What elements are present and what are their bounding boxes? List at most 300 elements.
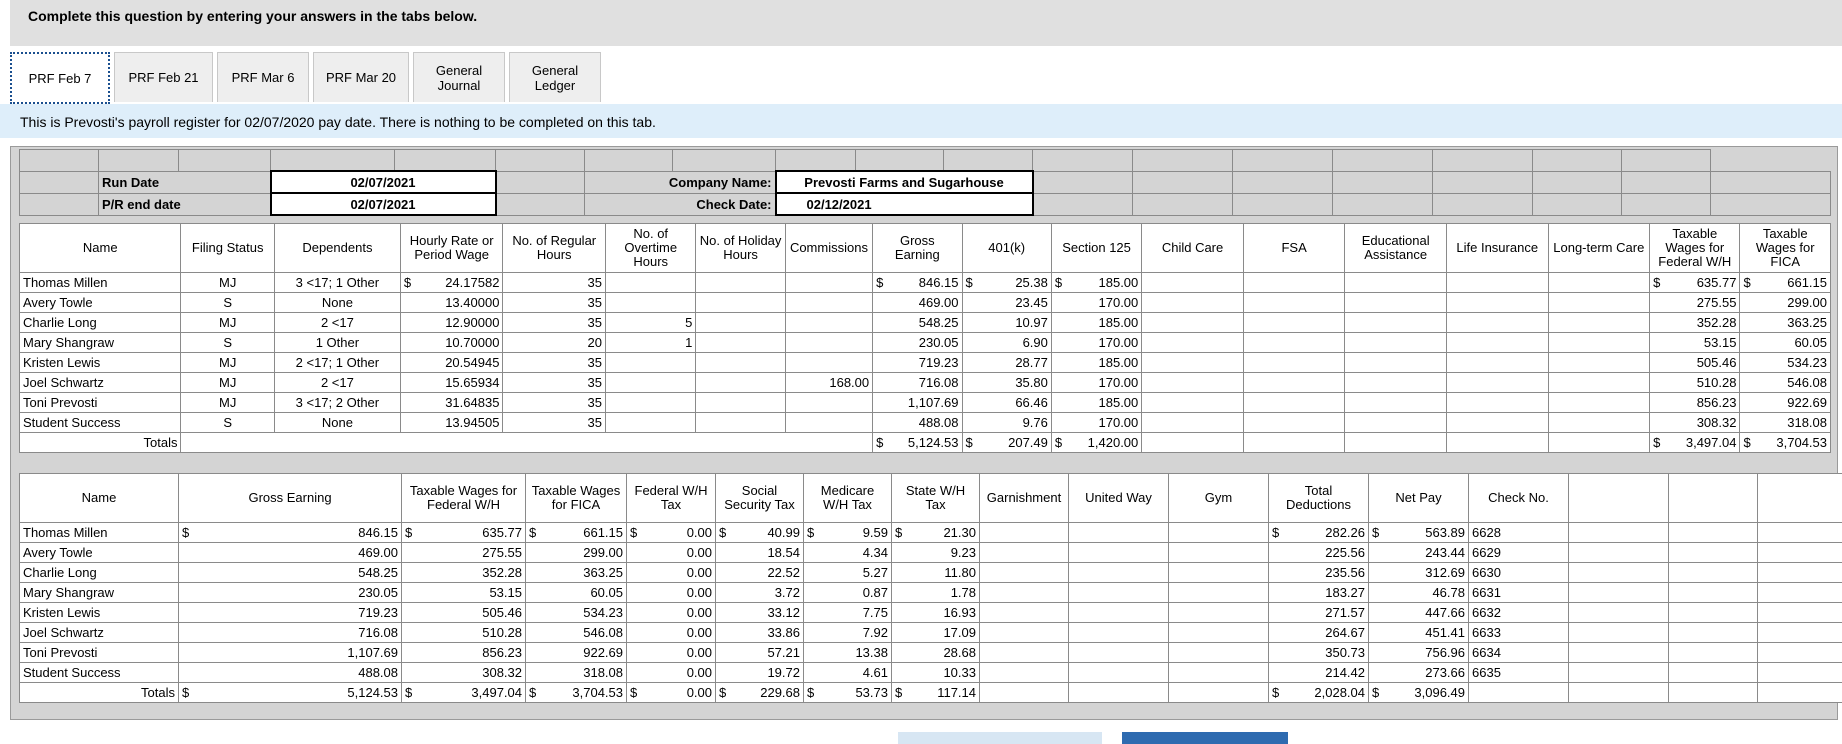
table-cell [1345, 393, 1447, 413]
currency-symbol: $ [1653, 435, 1661, 450]
blank-cell [1669, 543, 1758, 563]
table-cell-value: 856.23 [1696, 395, 1737, 410]
table-cell [1243, 293, 1345, 313]
table-cell [274, 413, 400, 433]
table-cell-value: MJ [219, 275, 237, 290]
payroll-register [10, 146, 1838, 720]
table-cell-value: Mary Shangraw [23, 585, 115, 600]
table-cell [1142, 333, 1244, 353]
table-cell-value: 230.05 [918, 335, 959, 350]
table-cell [1650, 413, 1740, 433]
table-cell-value: 13.40000 [445, 295, 500, 310]
column-header [1446, 224, 1548, 273]
column-header [1069, 474, 1169, 523]
table-cell-value: 35 [587, 395, 603, 410]
column-header-value: Social Security Tax [724, 483, 795, 512]
table-cell-value: 548.25 [918, 315, 959, 330]
currency-symbol: $ [719, 525, 727, 540]
currency-symbol: $ [1372, 525, 1380, 540]
table-cell [892, 643, 980, 663]
table-cell-value: 33.86 [767, 625, 800, 640]
table-cell [980, 623, 1069, 643]
table-cell [402, 523, 526, 543]
table-cell [20, 313, 181, 333]
table-cell [1369, 603, 1469, 623]
table-cell-value: Thomas Millen [23, 525, 108, 540]
blank-cell [1569, 523, 1669, 543]
table-cell [1243, 373, 1345, 393]
column-header [627, 474, 716, 523]
column-header [20, 474, 179, 523]
table-cell-value: None [321, 295, 353, 310]
next-button[interactable] [1122, 732, 1288, 744]
table-cell [274, 273, 400, 293]
table-cell [1051, 393, 1141, 413]
pr-end-date-value: 02/07/2021 [271, 193, 496, 215]
table-cell [274, 393, 400, 413]
table-cell [873, 333, 962, 353]
table-cell-value: 6629 [1472, 545, 1501, 560]
table-cell [1369, 643, 1469, 663]
table-cell-value: 28.68 [943, 645, 976, 660]
table-cell-value: 31.64835 [445, 395, 500, 410]
table-cell [1269, 523, 1369, 543]
total-section-125 [1051, 433, 1141, 453]
table-cell-value: 6631 [1472, 585, 1501, 600]
total-401k-value: 207.49 [1008, 435, 1048, 450]
table-cell [20, 543, 179, 563]
table-cell-value: 183.27 [1325, 585, 1365, 600]
table-cell-value: 7.75 [862, 605, 888, 620]
table-cell [1169, 563, 1269, 583]
table-cell [1142, 353, 1244, 373]
table-cell [1740, 353, 1831, 373]
table-cell [1069, 663, 1169, 683]
instruction-bar [10, 0, 1842, 46]
table-cell [1243, 333, 1345, 353]
table-cell-value: 9.59 [862, 525, 888, 540]
table-cell-value: 4.61 [862, 665, 888, 680]
table-cell-value: 0.00 [686, 545, 712, 560]
table-cell [785, 273, 872, 293]
table-cell-value: 275.55 [482, 545, 522, 560]
table-cell [400, 273, 503, 293]
blank-cell [1758, 623, 1842, 643]
run-date-value: 02/07/2021 [271, 171, 496, 193]
table-cell [1469, 643, 1569, 663]
table-cell [696, 413, 785, 433]
total-cell-value: 3,497.04 [471, 685, 522, 700]
table-cell [606, 333, 696, 353]
table-cell [1650, 273, 1740, 293]
table-cell-value: 469.00 [918, 295, 959, 310]
column-header [785, 224, 872, 273]
table-cell-value: 716.08 [918, 375, 959, 390]
column-header [962, 224, 1051, 273]
table-cell [785, 313, 872, 333]
table-cell [181, 393, 274, 413]
column-header-value: Filing Status [191, 240, 264, 255]
table-cell [179, 543, 402, 563]
tab-general-journal[interactable]: General Journal [413, 52, 505, 102]
table-cell [1446, 333, 1548, 353]
column-header [980, 474, 1069, 523]
table-cell [980, 603, 1069, 623]
table-cell-value: 9.23 [950, 545, 976, 560]
table-cell-value: 922.69 [1787, 395, 1827, 410]
total-cell [402, 683, 526, 703]
column-header [402, 474, 526, 523]
table-cell [1269, 583, 1369, 603]
column-header [873, 224, 962, 273]
table-row [20, 623, 1842, 643]
table-cell-value: 10.97 [1015, 315, 1048, 330]
table-row [20, 273, 1831, 293]
table-cell [402, 583, 526, 603]
totals-label-value: Totals [143, 435, 178, 450]
blank-cell [1669, 623, 1758, 643]
table-cell [606, 313, 696, 333]
table-cell-value: 1.78 [950, 585, 976, 600]
table-row [20, 393, 1831, 413]
column-header [606, 224, 696, 273]
table-cell-value: 5 [685, 315, 693, 330]
table-cell-value: 318.08 [583, 665, 623, 680]
column-header-value: Dependents [302, 240, 373, 255]
total-section-125-value: 1,420.00 [1087, 435, 1139, 450]
column-header-value: Child Care [1161, 240, 1224, 255]
table-cell [873, 293, 962, 313]
table-cell [980, 583, 1069, 603]
table-cell [1469, 583, 1569, 603]
column-header [716, 474, 804, 523]
column-header-value: No. of Regular Hours [512, 233, 597, 262]
table-cell-value: 15.65934 [445, 375, 500, 390]
table-cell-value: 661.15 [583, 525, 623, 540]
table-cell [804, 643, 892, 663]
blank-cell [1569, 663, 1669, 683]
table-cell [400, 353, 503, 373]
table-cell [627, 603, 716, 623]
table-cell [627, 663, 716, 683]
column-header [696, 224, 785, 273]
blank-cell [1758, 663, 1842, 683]
tab-general-ledger[interactable]: General Ledger [509, 52, 601, 102]
table-cell [179, 563, 402, 583]
table-cell [1548, 413, 1650, 433]
total-net-pay-value: 3,096.49 [1414, 685, 1465, 700]
total-401k [962, 433, 1051, 453]
table-cell [696, 313, 785, 333]
currency-symbol: $ [630, 685, 638, 700]
table-cell [20, 373, 181, 393]
earnings-table [19, 223, 1831, 453]
currency-symbol: $ [1272, 685, 1280, 700]
table-cell [1740, 313, 1831, 333]
table-cell [962, 353, 1051, 373]
blank-cell [1169, 683, 1269, 703]
table-cell-value: Charlie Long [23, 315, 97, 330]
table-cell [20, 603, 179, 623]
table-cell [1169, 643, 1269, 663]
table-cell [716, 603, 804, 623]
table-row [20, 353, 1831, 373]
table-cell [1469, 663, 1569, 683]
table-cell [20, 563, 179, 583]
table-cell [20, 663, 179, 683]
table-cell-value: 6630 [1472, 565, 1501, 580]
currency-symbol: $ [876, 275, 884, 290]
table-cell [1650, 373, 1740, 393]
table-cell [1548, 333, 1650, 353]
table-cell [1446, 353, 1548, 373]
check-date-value: 02/12/2021 [776, 193, 1033, 215]
table-cell-value: 534.23 [583, 605, 623, 620]
table-cell [1142, 413, 1244, 433]
column-header-value: Section 125 [1062, 240, 1131, 255]
column-header [1740, 224, 1831, 273]
table-cell [892, 583, 980, 603]
table-cell-value: Kristen Lewis [23, 605, 101, 620]
table-cell [181, 333, 274, 353]
table-cell-value: 273.66 [1425, 665, 1465, 680]
table-cell [20, 393, 181, 413]
table-cell [980, 563, 1069, 583]
table-cell [696, 273, 785, 293]
column-header-value: No. of Holiday Hours [699, 233, 782, 262]
table-cell [1269, 643, 1369, 663]
table-cell [1142, 313, 1244, 333]
table-cell [1051, 353, 1141, 373]
table-cell [402, 603, 526, 623]
table-cell [526, 663, 627, 683]
tab-prf-mar-20[interactable]: PRF Mar 20 [313, 52, 409, 102]
table-row [20, 333, 1831, 353]
table-cell [181, 313, 274, 333]
table-cell-value: 40.99 [767, 525, 800, 540]
column-header [1051, 224, 1141, 273]
table-cell [1369, 583, 1469, 603]
table-cell [1069, 643, 1169, 663]
table-cell [20, 273, 181, 293]
table-cell [1446, 413, 1548, 433]
table-cell [1740, 293, 1831, 313]
table-cell [1142, 393, 1244, 413]
table-cell [20, 523, 179, 543]
blank-cell [1669, 643, 1758, 663]
total-deductions [1269, 683, 1369, 703]
table-cell [892, 623, 980, 643]
table-cell [179, 603, 402, 623]
column-header-value: No. of Overtime Hours [624, 226, 678, 269]
currency-symbol: $ [405, 525, 413, 540]
table-cell [1446, 313, 1548, 333]
table-cell [503, 413, 606, 433]
table-cell [181, 273, 274, 293]
blank-cell [1569, 474, 1669, 523]
column-header-value: Garnishment [986, 490, 1062, 505]
table-cell-value: 469.00 [358, 545, 398, 560]
column-header-value: Total Deductions [1285, 483, 1352, 512]
table-cell [980, 543, 1069, 563]
blank-cell [1669, 603, 1758, 623]
table-cell [1369, 523, 1469, 543]
table-cell-value: 505.46 [1696, 355, 1737, 370]
currency-symbol: $ [182, 685, 190, 700]
table-cell-value: 12.90000 [445, 315, 500, 330]
column-header-value: Net Pay [1395, 490, 1442, 505]
column-header-value: Taxable Wages for Federal W/H [1658, 226, 1732, 269]
table-cell [402, 563, 526, 583]
table-row [20, 293, 1831, 313]
deductions-header-row [20, 474, 1842, 523]
total-gross-value: 5,124.53 [907, 435, 959, 450]
table-cell-value: 3 <17; 2 Other [295, 395, 380, 410]
column-header [274, 224, 400, 273]
table-cell-value: 185.00 [1098, 315, 1139, 330]
table-cell [400, 413, 503, 433]
table-cell [181, 293, 274, 313]
table-cell [1169, 663, 1269, 683]
table-cell-value: 318.08 [1787, 415, 1827, 430]
blank-cell [1758, 583, 1842, 603]
table-cell [804, 563, 892, 583]
table-row [20, 603, 1842, 623]
table-cell-value: 10.70000 [445, 335, 500, 350]
blank-cell [1758, 683, 1842, 703]
table-cell [606, 353, 696, 373]
total-cell [526, 683, 627, 703]
table-cell-value: 35.80 [1015, 375, 1048, 390]
table-cell [1740, 413, 1831, 433]
table-cell-value: 0.87 [862, 585, 888, 600]
table-cell [606, 393, 696, 413]
table-cell [1051, 373, 1141, 393]
info-text: This is Prevosti's payroll register for 02/07/2020 pay date. There is nothing to be completed on this tab. [20, 114, 656, 130]
instruction-text: Complete this question by entering your answers in the tabs below. [28, 8, 478, 24]
table-cell [716, 563, 804, 583]
table-cell [181, 413, 274, 433]
prev-button[interactable] [898, 732, 1102, 744]
table-cell-value: Toni Prevosti [23, 395, 98, 410]
table-cell [1069, 523, 1169, 543]
table-cell-value: 225.56 [1325, 545, 1365, 560]
table-cell-value: 2 <17; 1 Other [295, 355, 380, 370]
table-cell [980, 523, 1069, 543]
column-header [1169, 474, 1269, 523]
table-cell [503, 373, 606, 393]
table-cell-value: 214.42 [1325, 665, 1365, 680]
table-cell [181, 373, 274, 393]
currency-symbol: $ [182, 525, 190, 540]
table-cell-value: 546.08 [583, 625, 623, 640]
column-header-value: Educational Assistance [1361, 233, 1430, 262]
table-row [20, 663, 1842, 683]
table-cell-value: 299.00 [1787, 295, 1827, 310]
column-header-value: FSA [1281, 240, 1307, 255]
column-header-value: Taxable Wages for Federal W/H [409, 483, 518, 512]
tab-prf-feb-21[interactable]: PRF Feb 21 [114, 52, 213, 102]
column-header [526, 474, 627, 523]
table-cell [1345, 313, 1447, 333]
table-cell-value: 1 Other [315, 335, 360, 350]
total-cell-value: 5,124.53 [347, 685, 398, 700]
table-cell [1740, 333, 1831, 353]
table-cell [1548, 353, 1650, 373]
table-cell [696, 393, 785, 413]
table-cell [980, 643, 1069, 663]
table-cell [785, 293, 872, 313]
total-cell-value: 117.14 [937, 685, 976, 700]
table-cell-value: 0.00 [686, 665, 712, 680]
table-cell-value: Avery Towle [23, 295, 93, 310]
table-cell-value: 235.56 [1325, 565, 1365, 580]
table-cell [179, 643, 402, 663]
currency-symbol: $ [1743, 275, 1751, 290]
table-cell [1345, 413, 1447, 433]
column-header-value: Long-term Care [1553, 240, 1645, 255]
table-cell-value: 363.25 [583, 565, 623, 580]
totals-row [20, 433, 1831, 453]
table-cell [1469, 563, 1569, 583]
table-cell [962, 273, 1051, 293]
table-cell [716, 663, 804, 683]
table-cell-value: 33.12 [767, 605, 800, 620]
blank-cell [1569, 563, 1669, 583]
table-cell [526, 583, 627, 603]
currency-symbol: $ [1272, 525, 1280, 540]
table-cell-value: 35 [587, 315, 603, 330]
column-header [1269, 474, 1369, 523]
currency-symbol: $ [403, 275, 412, 290]
table-cell-value: 6.90 [1022, 335, 1048, 350]
table-cell [962, 413, 1051, 433]
column-header-value: Taxable Wages for FICA [1755, 226, 1815, 269]
company-name-label: Company Name: [585, 171, 776, 193]
table-cell-value: 308.32 [1696, 415, 1737, 430]
table-cell [1069, 603, 1169, 623]
table-cell-value: 275.55 [1696, 295, 1737, 310]
tab-prf-mar-6[interactable]: PRF Mar 6 [217, 52, 309, 102]
totals-label-value: Totals [141, 685, 175, 700]
table-cell [1369, 623, 1469, 643]
table-cell [274, 353, 400, 373]
table-cell-value: Joel Schwartz [23, 375, 104, 390]
table-cell-value: 6633 [1472, 625, 1501, 640]
table-cell-value: Student Success [23, 665, 121, 680]
table-cell-value: 18.54 [767, 545, 800, 560]
column-header [181, 224, 274, 273]
column-header [400, 224, 503, 273]
table-cell-value: Kristen Lewis [23, 355, 101, 370]
table-cell-value: 35 [587, 355, 603, 370]
column-header-value: Gym [1204, 490, 1233, 505]
table-cell [627, 543, 716, 563]
table-cell-value: 57.21 [767, 645, 800, 660]
currency-symbol: $ [965, 275, 973, 290]
table-cell [1051, 273, 1141, 293]
table-cell-value: 0.00 [686, 605, 712, 620]
table-cell-value: Mary Shangraw [23, 335, 115, 350]
table-cell-value: Charlie Long [23, 565, 97, 580]
table-cell [1650, 293, 1740, 313]
table-cell-value: 35 [587, 375, 603, 390]
table-cell [696, 293, 785, 313]
table-cell [1548, 373, 1650, 393]
tab-prf-feb-7[interactable]: PRF Feb 7 [10, 52, 110, 104]
table-cell [20, 353, 181, 373]
table-cell-value: 170.00 [1098, 335, 1139, 350]
